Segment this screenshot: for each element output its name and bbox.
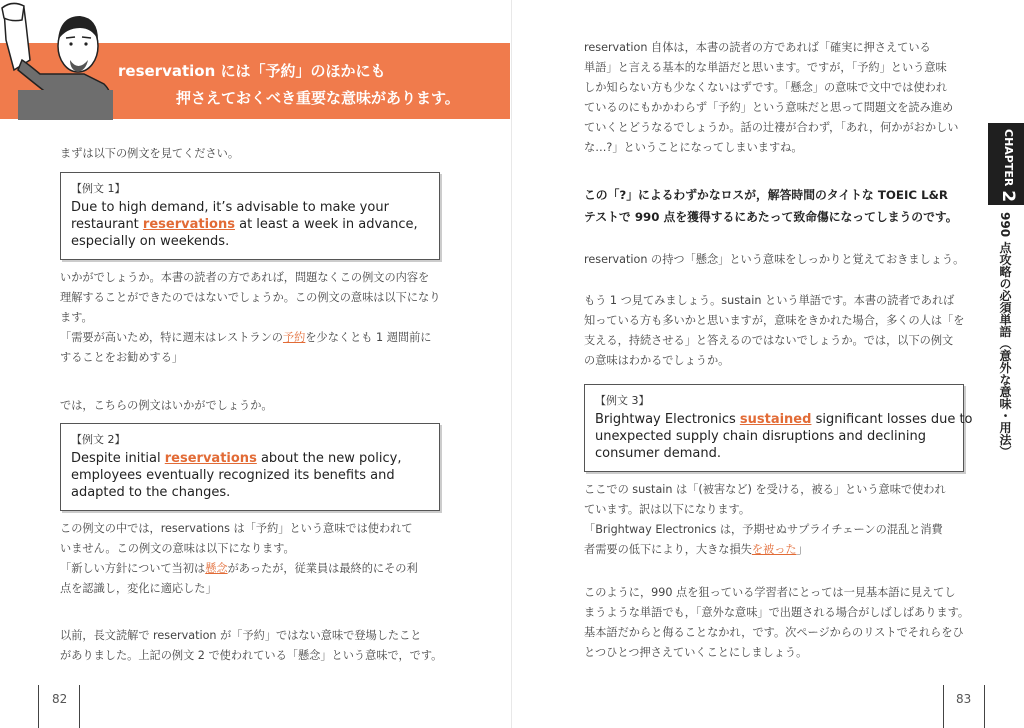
example-box-3 — [584, 384, 973, 472]
example-label: 【例文 3】 — [595, 394, 650, 407]
paragraph-2: reservation の持つ「懸念」という意味をしっかりと覚えておきましょう。 — [584, 253, 965, 266]
text-line: 単語」と言える基本的な単語だと思います。ですが，「予約」という意味 — [584, 61, 947, 74]
example-line — [595, 411, 973, 428]
text-line: ているのにもかかわらず「予約」という意味だと思って問題文を読み進め — [584, 101, 954, 114]
headword-highlight: sustained — [739, 412, 812, 427]
example-line: Due to high demand, it’s advisable to make your — [71, 200, 389, 215]
example-line: adapted to the changes. — [71, 485, 231, 500]
translation-highlight: を被った — [751, 543, 797, 556]
text-span: があったが，従業員は最終的にその利 — [227, 562, 418, 575]
text-line: ていくとどうなるでしょうか。話の辻褄が合わず，「あれ，何かがおかしい — [584, 121, 959, 134]
example-label: 【例文 2】 — [71, 433, 126, 446]
example-sentence — [71, 199, 418, 250]
text-line — [60, 328, 440, 348]
translation-highlight: 懸念 — [205, 562, 228, 575]
example-text: restaurant — [71, 217, 143, 232]
text-line: この例文の中では，reservations は「予約」という意味では使われて — [60, 522, 413, 535]
page-number-divider — [38, 685, 39, 728]
paragraph-4 — [584, 480, 946, 560]
example-line: especially on weekends. — [71, 234, 230, 249]
right-page — [512, 0, 1024, 728]
example-line — [71, 216, 418, 233]
text-line: テストで 990 点を獲得するにあたって致命傷になってしまうのです。 — [584, 210, 958, 224]
text-span: 「需要が高いため，特に週末はレストランの — [60, 331, 283, 344]
example-sentence — [71, 450, 401, 501]
page-number: 83 — [956, 692, 972, 706]
chapter-text: CHAPTER — [1002, 129, 1015, 187]
text-line: とつひとつ押さえていくことにしましょう。 — [584, 646, 808, 659]
text-line: 以前，長文読解で reservation が「予約」ではない意味で登場したこと — [60, 629, 422, 642]
text-span: を少なくとも 1 週間前に — [305, 331, 432, 344]
text-line: がありました。上記の例文 2 で使われている「懸念」という意味で，です。 — [60, 649, 443, 662]
page-number-divider — [79, 685, 80, 728]
chapter-number: 2 — [998, 190, 1018, 203]
text-line: ここでの sustain は「(被害など) を受ける，被る」という意味で使われ — [584, 483, 946, 496]
text-line — [584, 540, 946, 560]
example-label: 【例文 1】 — [71, 182, 126, 195]
text-line: 理解することができたのではないでしょうか。この例文の意味は以下になり — [60, 291, 441, 304]
chapter-side-title: 990 点攻略の必須単語（意外な意味・用法） — [998, 212, 1012, 458]
example-box-2 — [60, 423, 440, 511]
example-line: employees eventually recognized its benefits and — [71, 468, 395, 483]
banner-line-2: 押さえておくべき重要な意味があります。 — [176, 89, 460, 107]
text-line: いかがでしょうか。本書の読者の方であれば，問題なくこの例文の内容を — [60, 271, 430, 284]
chapter-label — [998, 129, 1018, 202]
text-line: ています。訳は以下になります。 — [584, 503, 751, 516]
paragraph-5 — [584, 583, 969, 663]
headword-highlight: reservations — [164, 451, 257, 466]
character-illustration-icon — [0, 0, 120, 120]
translation-highlight: 予約 — [282, 331, 306, 344]
text-line: の意味はわかるでしょうか。 — [584, 354, 730, 367]
text-line: 「Brightway Electronics は，予期せぬサプライチェーンの混乱と消費 — [584, 523, 943, 536]
text-span: 者需要の低下により，大きな損失 — [584, 543, 752, 556]
banner-line-1: reservation には「予約」のほかにも — [118, 62, 386, 80]
example-sentence — [595, 411, 973, 462]
text-line: いません。この例文の意味は以下になります。 — [60, 542, 295, 555]
text-line: な…?」ということになってしまいますね。 — [584, 141, 803, 154]
intro-text: まずは以下の例文を見てください。 — [60, 147, 240, 160]
example-text: about the new policy, — [256, 451, 402, 466]
text-line: まうような単語でも，「意外な意味」で出題される場合がしばしばあります。 — [584, 606, 970, 619]
text-span: 「新しい方針について当初は — [60, 562, 206, 575]
paragraph-3 — [584, 291, 964, 371]
page-number: 82 — [52, 692, 68, 706]
headword-highlight: reservations — [142, 217, 235, 232]
example-text: Brightway Electronics — [595, 412, 740, 427]
example-line: consumer demand. — [595, 446, 721, 461]
paragraph-3 — [60, 519, 418, 599]
emphasis-paragraph — [584, 184, 958, 228]
text-line — [60, 559, 418, 579]
example-line: unexpected supply chain disruptions and declining — [595, 429, 926, 444]
text-line: 点を認識し，変化に適応した」 — [60, 582, 217, 595]
paragraph-1 — [584, 38, 958, 158]
example-line — [71, 450, 401, 467]
text-line: この「?」によるわずかなロスが，解答時間のタイトな TOEIC L&R — [584, 188, 949, 202]
page-number-divider — [984, 685, 985, 728]
example-box-1 — [60, 172, 440, 260]
text-line: もう 1 つ見てみましょう。sustain という単語です。本書の読者であれば — [584, 294, 955, 307]
chapter-tab — [988, 123, 1024, 205]
text-line: このように，990 点を狙っている学習者にとっては一見基本語に見えてし — [584, 586, 956, 599]
example-text: Despite initial — [71, 451, 165, 466]
text-line: 基本語だからと侮ることなかれ，です。次ページからのリストでそれらをひ — [584, 626, 964, 639]
example-text: at least a week in advance, — [234, 217, 418, 232]
text-line: ます。 — [60, 311, 93, 324]
paragraph-1 — [60, 268, 440, 368]
text-line: することをお勧めする」 — [60, 351, 184, 364]
page-number-divider — [943, 685, 944, 728]
text-span: 」 — [796, 543, 808, 556]
text-line: 知っている方も多いかと思いますが，意味をきかれた場合，多くの人は「を — [584, 314, 965, 327]
text-line: 支える，持続させる」と答えるのではないでしょうか。では，以下の例文 — [584, 334, 954, 347]
text-line: しか知らない方も少なくないはずです。「懸念」の意味で文中では使われ — [584, 81, 948, 94]
paragraph-2: では，こちらの例文はいかがでしょうか。 — [60, 399, 273, 412]
text-line: reservation 自体は，本書の読者の方であれば「確実に押さえている — [584, 41, 931, 54]
paragraph-4 — [60, 626, 442, 666]
example-text: significant losses due to — [811, 412, 973, 427]
